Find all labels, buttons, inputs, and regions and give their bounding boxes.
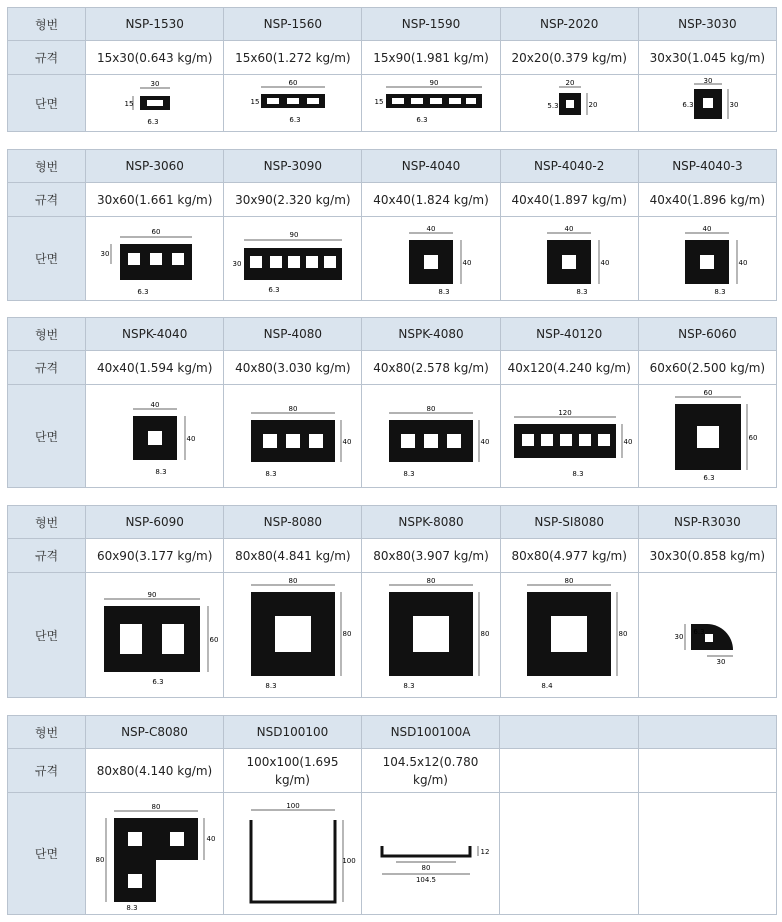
dim-label: 60 <box>703 389 713 397</box>
dim-label: 8.4 <box>541 682 553 690</box>
dim-label: 8.3 <box>438 287 450 296</box>
spec-value: 30x30(0.858 kg/m) <box>638 539 776 573</box>
dim-label: 30 <box>716 658 726 666</box>
section-cell <box>500 573 638 698</box>
label-section: 단면 <box>8 75 86 132</box>
empty-cell <box>500 716 639 749</box>
empty-cell <box>638 749 777 793</box>
spec-value: 40x80(2.578 kg/m) <box>362 351 500 385</box>
spec-value <box>362 749 500 793</box>
label-section: 단면 <box>8 573 86 698</box>
dim-label: 60 <box>748 434 758 442</box>
profile-drawing <box>95 220 215 298</box>
dim-label: 15 <box>250 98 260 106</box>
dim-label: 8.3 <box>265 470 277 478</box>
dim-label: 15 <box>374 98 384 106</box>
model-name: NSP-1560 <box>224 8 362 41</box>
label-spec: 규격 <box>8 183 86 217</box>
spec-value: 15x90(1.981 kg/m) <box>362 41 500 75</box>
model-name: NSP-2020 <box>500 8 638 41</box>
profile-drawing <box>509 78 629 128</box>
model-name: NSPK-4040 <box>86 318 224 351</box>
spec-value: 15x60(1.272 kg/m) <box>224 41 362 75</box>
profile-drawing <box>371 220 491 298</box>
profile-drawing <box>228 220 358 298</box>
section-cell <box>86 217 224 301</box>
dim-label: 100 <box>341 856 356 865</box>
section-cell <box>362 793 500 915</box>
dim-label: 6.3 <box>289 116 301 124</box>
dim-label: 90 <box>289 230 299 239</box>
model-name: NSP-C8080 <box>86 716 224 749</box>
dim-label: 30 <box>150 80 160 88</box>
dim-label: 6.3 <box>147 118 159 126</box>
section-cell <box>224 793 362 915</box>
spec-value: 30x30(1.045 kg/m) <box>638 41 776 75</box>
dim-label: 5.3 <box>547 102 559 110</box>
section-cell <box>86 385 224 488</box>
dim-label: 80 <box>342 630 352 638</box>
model-name: NSP-4040-2 <box>500 150 638 183</box>
dim-label: 60 <box>151 227 161 236</box>
dim-label: 120 <box>558 409 572 417</box>
section-cell <box>500 217 638 301</box>
dim-label: 30 <box>100 249 110 258</box>
section-cell <box>86 793 224 915</box>
model-name: NSP-3030 <box>638 8 776 41</box>
label-spec: 규격 <box>8 41 86 75</box>
profile-drawing <box>233 388 353 484</box>
section-cell <box>638 75 776 132</box>
dim-label: 40 <box>600 258 610 267</box>
dim-label: 40 <box>623 438 633 446</box>
spec-value: 40x80(3.030 kg/m) <box>224 351 362 385</box>
model-name: NSP-8080 <box>224 506 362 539</box>
dim-label: 6.3 <box>682 101 694 109</box>
label-section: 단면 <box>8 793 86 915</box>
dim-label: 8.3 <box>576 287 588 296</box>
spec-table-1 <box>7 7 777 132</box>
section-cell <box>224 217 362 301</box>
spec-table-2 <box>7 149 777 301</box>
profile-drawing <box>647 78 767 128</box>
section-cell <box>500 75 638 132</box>
profile-drawing <box>233 576 353 694</box>
dim-label: 40 <box>186 435 196 443</box>
dim-label: 80 <box>421 863 430 872</box>
spec-value <box>224 749 362 793</box>
dim-label: 8.3 <box>155 468 167 476</box>
label-model: 형번 <box>8 506 86 539</box>
dim-label: 40 <box>738 258 748 267</box>
dim-label: 40 <box>426 224 436 233</box>
spec-text: 100x100(1.695 kg/m) <box>246 754 339 787</box>
dim-label: 80 <box>426 577 436 585</box>
dim-label: 80 <box>426 405 436 413</box>
dim-label: 6.3 <box>703 474 715 482</box>
spec-value: 80x80(4.841 kg/m) <box>224 539 362 573</box>
profile-drawing <box>366 796 496 912</box>
model-name: NSP-6060 <box>638 318 776 351</box>
section-cell <box>224 75 362 132</box>
dim-label: 8.3 <box>265 682 277 690</box>
profile-drawing <box>504 388 634 484</box>
spec-value: 80x80(4.977 kg/m) <box>500 539 638 573</box>
dim-label: 6.3 <box>693 628 705 636</box>
model-name: NSPK-8080 <box>362 506 500 539</box>
section-cell <box>362 573 500 698</box>
spec-value: 30x90(2.320 kg/m) <box>224 183 362 217</box>
spec-value: 40x40(1.897 kg/m) <box>500 183 638 217</box>
model-name: NSP-R3030 <box>638 506 776 539</box>
profile-drawing <box>366 78 496 128</box>
spec-table-4 <box>7 505 777 698</box>
dim-label: 90 <box>147 591 157 599</box>
dim-label: 6.3 <box>268 285 280 294</box>
dim-label: 20 <box>588 101 598 109</box>
label-model: 형번 <box>8 8 86 41</box>
model-name: NSP-40120 <box>500 318 638 351</box>
dim-label: 40 <box>480 438 490 446</box>
spec-value: 80x80(4.140 kg/m) <box>86 749 224 793</box>
model-name: NSP-1530 <box>86 8 224 41</box>
dim-label: 80 <box>95 855 104 864</box>
spec-value: 40x40(1.824 kg/m) <box>362 183 500 217</box>
label-spec: 규격 <box>8 749 86 793</box>
dim-label: 8.3 <box>714 287 726 296</box>
profile-drawing <box>233 796 356 912</box>
dim-label: 100 <box>285 801 300 810</box>
profile-drawing <box>371 576 491 694</box>
dim-label: 6.3 <box>152 678 164 686</box>
dim-label: 80 <box>564 577 574 585</box>
section-cell <box>362 217 500 301</box>
dim-label: 8.3 <box>403 470 415 478</box>
profile-drawing <box>509 220 629 298</box>
model-name: NSD100100 <box>224 716 362 749</box>
dim-label: 30 <box>703 77 713 85</box>
spec-value: 40x40(1.594 kg/m) <box>86 351 224 385</box>
section-cell <box>638 385 776 488</box>
dim-label: 104.5 <box>415 875 436 884</box>
profile-drawing <box>95 78 215 128</box>
dim-label: 80 <box>480 630 490 638</box>
dim-label: 60 <box>209 636 219 644</box>
model-name: NSP-6090 <box>86 506 224 539</box>
spec-value: 40x120(4.240 kg/m) <box>500 351 638 385</box>
section-cell <box>362 385 500 488</box>
dim-label: 40 <box>564 224 574 233</box>
empty-cell <box>638 793 777 915</box>
empty-cell <box>638 716 777 749</box>
model-name: NSP-3060 <box>86 150 224 183</box>
spec-table-3 <box>7 317 777 488</box>
dim-label: 80 <box>288 577 298 585</box>
dim-label: 60 <box>288 79 298 87</box>
profile-drawing <box>647 388 767 484</box>
model-name: NSD100100A <box>362 716 500 749</box>
label-spec: 규격 <box>8 539 86 573</box>
dim-label: 80 <box>151 802 160 811</box>
profile-drawing <box>90 796 220 912</box>
spec-value: 80x80(3.907 kg/m) <box>362 539 500 573</box>
spec-value: 60x90(3.177 kg/m) <box>86 539 224 573</box>
section-cell <box>500 385 638 488</box>
dim-label: 30 <box>729 101 739 109</box>
section-cell <box>224 573 362 698</box>
section-cell <box>362 75 500 132</box>
dim-label: 15 <box>124 100 134 108</box>
empty-cell <box>500 749 639 793</box>
spec-table-5 <box>7 715 777 915</box>
dim-label: 8.3 <box>572 470 584 478</box>
section-cell <box>638 573 776 698</box>
spec-value: 40x40(1.896 kg/m) <box>638 183 776 217</box>
model-name: NSP-SI8080 <box>500 506 638 539</box>
profile-drawing <box>647 220 767 298</box>
dim-label: 40 <box>206 834 215 843</box>
profile-drawing <box>509 576 629 694</box>
section-cell <box>638 217 776 301</box>
profile-drawing <box>233 78 353 128</box>
dim-label: 40 <box>462 258 472 267</box>
label-section: 단면 <box>8 385 86 488</box>
dim-label: 12 <box>480 847 489 856</box>
section-cell <box>224 385 362 488</box>
spec-value: 15x30(0.643 kg/m) <box>86 41 224 75</box>
spec-value: 60x60(2.500 kg/m) <box>638 351 776 385</box>
dim-label: 90 <box>429 79 439 87</box>
spec-value: 20x20(0.379 kg/m) <box>500 41 638 75</box>
dim-label: 30 <box>232 259 242 268</box>
dim-label: 40 <box>150 401 160 409</box>
label-model: 형번 <box>8 318 86 351</box>
empty-cell <box>500 793 639 915</box>
dim-label: 20 <box>565 79 575 87</box>
profile-drawing <box>647 576 767 694</box>
model-name: NSP-4040-3 <box>638 150 776 183</box>
dim-label: 8.3 <box>403 682 415 690</box>
dim-label: 8.3 <box>125 903 138 912</box>
model-name: NSP-4080 <box>224 318 362 351</box>
dim-label: 80 <box>288 405 298 413</box>
profile-drawing <box>95 388 215 484</box>
model-name: NSPK-4080 <box>362 318 500 351</box>
dim-label: 6.3 <box>416 116 428 124</box>
dim-label: 80 <box>618 630 628 638</box>
profile-drawing <box>90 576 220 694</box>
model-name: NSP-1590 <box>362 8 500 41</box>
label-spec: 규격 <box>8 351 86 385</box>
spec-text: 104.5x12(0.780 kg/m) <box>382 754 479 787</box>
dim-label: 40 <box>702 224 712 233</box>
label-section: 단면 <box>8 217 86 301</box>
dim-label: 30 <box>674 633 684 641</box>
spec-value: 30x60(1.661 kg/m) <box>86 183 224 217</box>
dim-label: 40 <box>342 438 352 446</box>
profile-drawing <box>371 388 491 484</box>
model-name: NSP-3090 <box>224 150 362 183</box>
section-cell <box>86 573 224 698</box>
label-model: 형번 <box>8 150 86 183</box>
model-name: NSP-4040 <box>362 150 500 183</box>
label-model: 형번 <box>8 716 86 749</box>
dim-label: 6.3 <box>137 287 149 296</box>
section-cell <box>86 75 224 132</box>
